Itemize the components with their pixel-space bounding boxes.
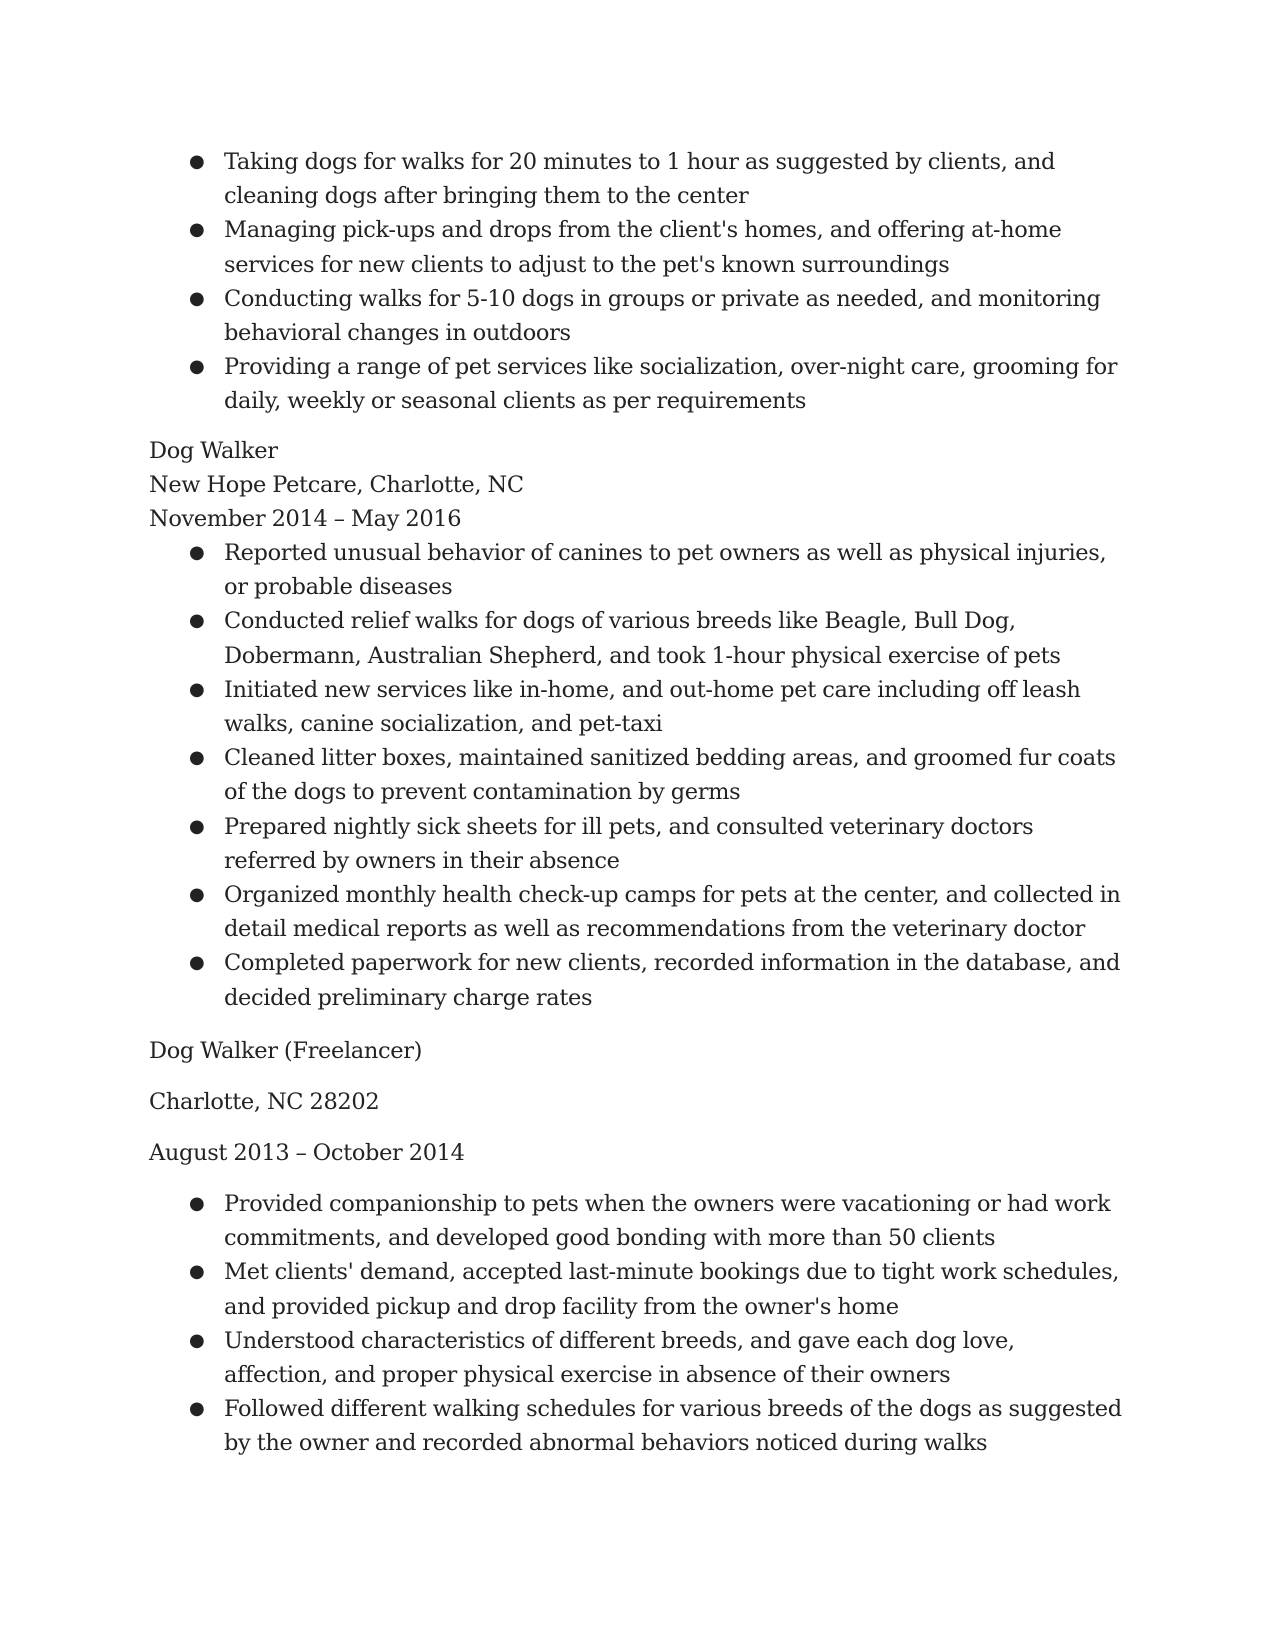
bullet-list-prior-job	[0, 145, 1275, 419]
list-item	[0, 1392, 1124, 1460]
bullet-icon: ●	[189, 542, 205, 563]
list-item	[0, 1255, 1124, 1323]
list-item-text: Understood characteristics of different breeds, and gave each dog love, affection, and proper physical exercise in absence of their owners	[224, 1327, 1015, 1389]
job-title: Dog Walker (Freelancer)	[149, 1038, 423, 1064]
job-dates: August 2013 – October 2014	[149, 1140, 465, 1166]
bullet-icon: ●	[189, 884, 205, 906]
job-dates: November 2014 – May 2016	[149, 506, 462, 532]
bullet-icon: ●	[189, 1329, 205, 1351]
list-item	[0, 673, 1124, 741]
list-item-text: Met clients' demand, accepted last-minute bookings due to tight work schedules, and provided pickup and drop facility from the owner's home	[224, 1259, 1120, 1320]
list-item-text: Provided companionship to pets when the owners were vacationing or had work commitments, and developed good bonding with more than 50 clients	[224, 1191, 1111, 1252]
list-item	[0, 536, 1124, 604]
list-item-text: Managing pick-ups and drops from the client's homes, and offering at-home services for new clients to adjust to the pet's known surroundings	[224, 217, 1062, 278]
list-item-text: Prepared nightly sick sheets for ill pets, and consulted veterinary doctors referred by owners in their absence	[224, 813, 1034, 874]
list-item	[0, 1187, 1124, 1255]
list-item	[0, 213, 1124, 281]
bullet-icon: ●	[189, 287, 205, 309]
list-item	[0, 145, 1124, 213]
list-item-text: Providing a range of pet services like socialization, over-night care, grooming for daily, weekly or seasonal clients as per requirements	[224, 354, 1118, 415]
list-item	[0, 878, 1124, 946]
list-item-text: Reported unusual behavior of canines to pet owners as well as physical injuries, or probable diseases	[224, 540, 1107, 601]
job-location: Charlotte, NC 28202	[149, 1089, 380, 1115]
bullet-list-job2	[0, 536, 1275, 1015]
list-item-text: Conducted relief walks for dogs of various breeds like Beagle, Bull Dog, Dobermann, Australian Shepherd, and took 1-hour physical exercise of pets	[224, 608, 1061, 669]
bullet-icon: ●	[189, 747, 205, 769]
bullet-icon: ●	[189, 678, 205, 700]
bullet-icon: ●	[189, 151, 205, 172]
bullet-icon: ●	[189, 356, 205, 378]
list-item	[0, 946, 1124, 1014]
list-item	[0, 741, 1124, 809]
list-item-text: Cleaned litter boxes, maintained sanitized bedding areas, and groomed fur coats of the dogs to prevent contamination by germs	[224, 745, 1116, 806]
list-item-text: Completed paperwork for new clients, recorded information in the database, and decided preliminary charge rates	[224, 950, 1121, 1011]
job-company: New Hope Petcare, Charlotte, NC	[149, 472, 524, 498]
list-item	[0, 810, 1124, 878]
list-item-text: Initiated new services like in-home, and out-home pet care including off leash walks, canine socialization, and pet-taxi	[224, 676, 1081, 738]
bullet-icon: ●	[189, 1398, 205, 1420]
list-item	[0, 282, 1124, 350]
list-item-text: Conducting walks for 5-10 dogs in groups or private as needed, and monitoring behavioral changes in outdoors	[224, 285, 1101, 347]
list-item-text: Taking dogs for walks for 20 minutes to 1 hour as suggested by clients, and cleaning dogs after bringing them to the center	[224, 149, 1056, 210]
bullet-icon: ●	[189, 815, 205, 837]
list-item	[0, 1324, 1124, 1392]
bullet-list-job3	[0, 1187, 1275, 1461]
list-item-text: Followed different walking schedules for various breeds of the dogs as suggested by the owner and recorded abnormal behaviors noticed during walks	[224, 1396, 1122, 1457]
bullet-icon: ●	[189, 1193, 205, 1214]
list-item-text: Organized monthly health check-up camps for pets at the center, and collected in detail medical reports as well as recommendations from the veterinary doctor	[224, 882, 1121, 943]
bullet-icon: ●	[189, 219, 205, 241]
list-item	[0, 604, 1124, 672]
bullet-icon: ●	[189, 1261, 205, 1283]
bullet-icon: ●	[189, 610, 205, 632]
job-title: Dog Walker	[149, 438, 278, 464]
list-item	[0, 350, 1124, 418]
bullet-icon: ●	[189, 952, 205, 974]
